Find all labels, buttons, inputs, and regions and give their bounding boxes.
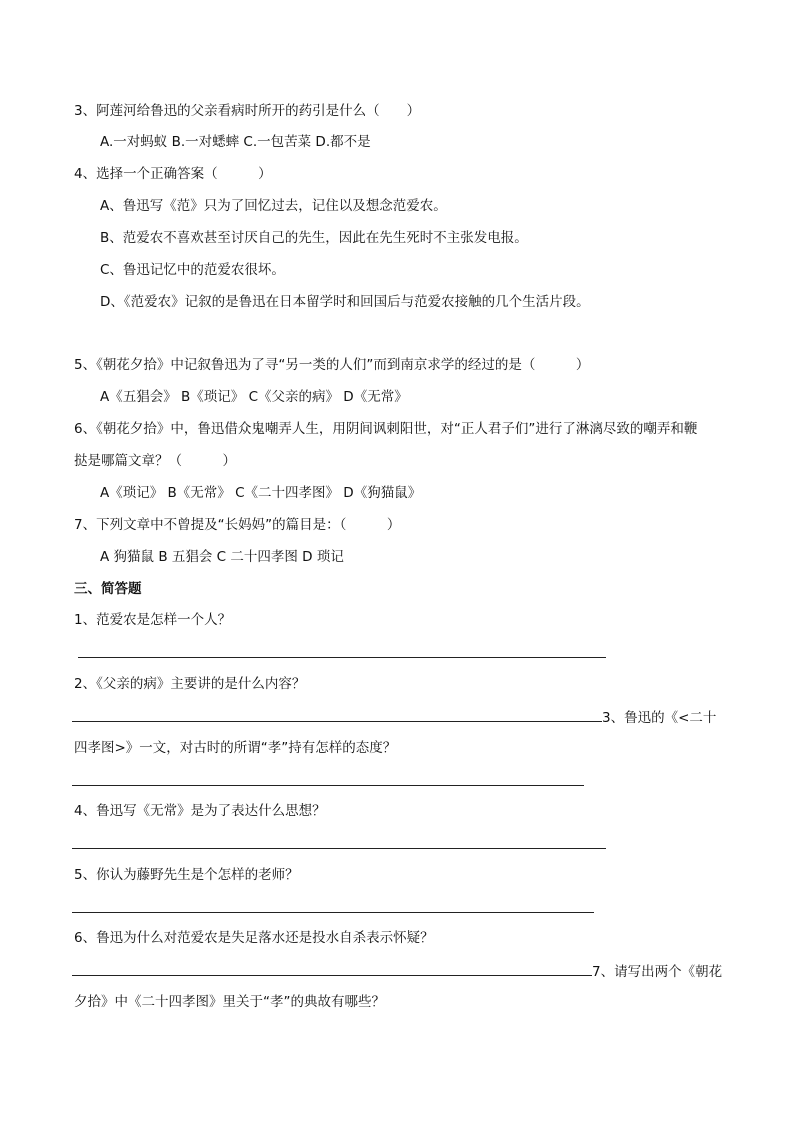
question-5-stem: 5、《朝花夕拾》中记叙鲁迅为了寻“另一类的人们”而到南京求学的经过的是（ ）	[74, 357, 590, 373]
question-4-option-b: B、范爱农不喜欢甚至讨厌自己的先生，因此在先生死时不主张发电报。	[100, 230, 528, 246]
question-6-options: A《琐记》 B《无常》 C《二十四孝图》 D《狗猫鼠》	[100, 485, 422, 501]
short-answer-6: 6、鲁迅为什么对范爱农是失足落水还是投水自杀表示怀疑？	[74, 930, 434, 946]
answer-line-4[interactable]	[72, 848, 606, 849]
answer-line-6-row	[72, 961, 722, 981]
short-answer-1: 1、范爱农是怎样一个人？	[74, 612, 232, 628]
question-7-options: A 狗猫鼠 B 五猖会 C 二十四孝图 D 琐记	[100, 549, 344, 565]
answer-line-2-row	[72, 707, 716, 727]
question-4-option-d: D、《范爱农》记叙的是鲁迅在日本留学时和回国后与范爱农接触的几个生活片段。	[100, 294, 590, 310]
answer-line-3[interactable]	[72, 785, 584, 786]
short-answer-7-part1: 7、请写出两个《朝花	[592, 964, 723, 980]
short-answer-2: 2、《父亲的病》主要讲的是什么内容？	[74, 676, 306, 692]
answer-line-5[interactable]	[72, 912, 594, 913]
short-answer-4: 4、鲁迅写《无常》是为了表达什么思想？	[74, 803, 326, 819]
question-4-option-c: C、鲁迅记忆中的范爱农很坏。	[100, 262, 285, 278]
question-6-stem-line1: 6、《朝花夕拾》中，鲁迅借众鬼嘲弄人生，用阴间讽刺阳世，对“正人君子们”进行了淋漓尽致的嘲弄和鞭	[74, 421, 698, 437]
question-4-stem: 4、选择一个正确答案（ ）	[74, 166, 272, 182]
question-7-stem: 7、下列文章中不曾提及“长妈妈”的篇目是：（ ）	[74, 517, 401, 533]
answer-line-6[interactable]	[72, 961, 592, 976]
short-answer-3-part1: 3、鲁迅的《<二十	[602, 710, 717, 726]
answer-line-2[interactable]	[72, 707, 602, 722]
short-answer-7-part2: 夕拾》中《二十四孝图》里关于“孝”的典故有哪些？	[74, 994, 385, 1010]
question-5-options: A《五猖会》 B《琐记》 C《父亲的病》 D《无常》	[100, 389, 408, 405]
short-answer-5: 5、你认为藤野先生是个怎样的老师？	[74, 867, 299, 883]
question-4-option-a: A、鲁迅写《范》只为了回忆过去，记住以及想念范爱农。	[100, 198, 447, 214]
section-heading: 三、简答题	[74, 581, 142, 597]
short-answer-3-part2: 四孝图>》一文，对古时的所谓“孝”持有怎样的态度？	[74, 740, 397, 756]
question-6-stem-line2: 挞是哪篇文章？（ ）	[74, 453, 236, 469]
question-3-stem: 3、阿莲河给鲁迅的父亲看病时所开的药引是什么（ ）	[74, 103, 421, 119]
question-3-options: A.一对蚂蚁 B.一对蟋蟀 C.一包苦菜 D.都不是	[100, 134, 371, 150]
answer-line-1[interactable]	[78, 657, 606, 658]
